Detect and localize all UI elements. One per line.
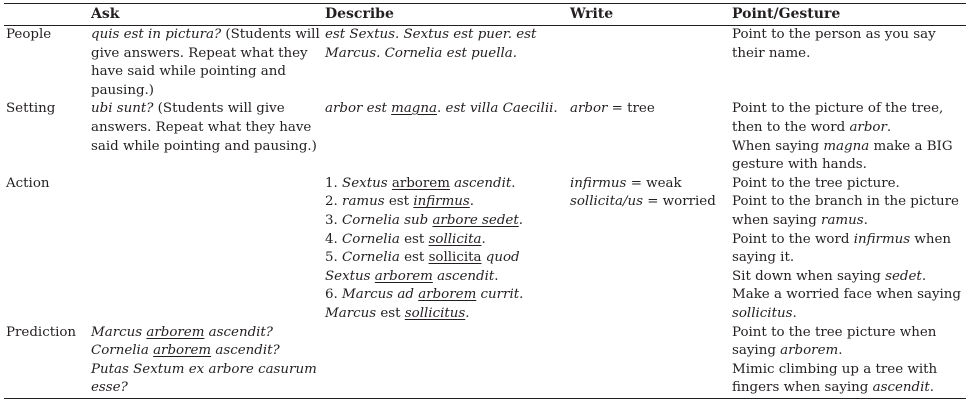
gesture-line: [732, 138, 962, 175]
row-label-people: People: [6, 27, 52, 42]
describe-line: 3. Cornelia sub arbore sedet.: [325, 212, 523, 228]
gesture-cell-prediction: [732, 324, 966, 399]
row-label-action: Action: [6, 175, 50, 191]
gesture-line: Make a worried face when saying sollicitus.: [732, 287, 962, 321]
gesture-line: Mimic climbing up a tree with fingers when saying ascendit.: [732, 361, 938, 396]
ask-rest: (Students will give answers. Repeat what they have said while pointing and pausing.): [91, 27, 320, 98]
gesture-text: .: [886, 119, 892, 135]
lesson-plan-table: [4, 3, 966, 399]
table-row-people: [4, 26, 966, 101]
ask-line: Marcus arborem ascendit?: [91, 324, 273, 340]
write-line: [570, 175, 728, 194]
describe-part: arbor est: [325, 101, 392, 117]
write-def: = weak: [626, 175, 682, 191]
row-label-prediction: Prediction: [4, 324, 91, 399]
ask-cell-action: [91, 175, 325, 324]
gesture-text: make a BIG gesture with hands.: [732, 138, 953, 173]
describe-cell-action: [325, 175, 570, 324]
table-row-action: [4, 175, 966, 324]
write-cell-action: [570, 175, 732, 324]
describe-cell-people: [325, 26, 570, 101]
write-cell-prediction: [570, 324, 732, 399]
ask-italic: quis est in pictura?: [91, 27, 222, 42]
describe-text: est Sextus. Sextus est puer. est Marcus. Cornelia est puella.: [325, 27, 537, 61]
ask-line: Cornelia arborem ascendit?: [91, 343, 280, 359]
write-def: = worried: [642, 194, 716, 210]
describe-line: 5. Cornelia est sollicita quod Sextus arborem ascendit.: [325, 250, 520, 284]
write-cell-setting: [570, 100, 732, 174]
describe-underlined: magna: [391, 101, 437, 117]
gesture-line: [732, 100, 962, 137]
header-write: Write: [570, 4, 732, 26]
ask-line: Putas Sextum ex arbore casurum esse?: [91, 361, 317, 396]
gesture-italic: magna: [823, 138, 870, 154]
header-gesture: Point/Gesture: [732, 4, 966, 26]
gesture-text: When saying: [732, 138, 824, 154]
gesture-cell-setting: [732, 100, 966, 174]
gesture-italic: arbor: [849, 119, 887, 135]
header-ask: Ask: [91, 4, 325, 26]
write-term: sollicita/us: [570, 194, 643, 210]
table-row-setting: [4, 100, 966, 174]
table-row-prediction: [4, 324, 966, 399]
ask-italic: ubi sunt?: [91, 101, 154, 117]
write-cell-people: [570, 26, 732, 101]
ask-cell-prediction: [91, 324, 325, 399]
gesture-line: Point to the branch in the picture when saying ramus.: [732, 194, 959, 228]
describe-cell-setting: [325, 100, 570, 174]
write-term: infirmus: [570, 175, 627, 191]
describe-line: 1. Sextus arborem ascendit.: [325, 175, 516, 191]
describe-line: 6. Marcus ad arborem currit. Marcus est sollicitus.: [325, 287, 524, 321]
describe-line: 4. Cornelia est sollicita.: [325, 231, 486, 247]
describe-part: . est villa Caecilii.: [437, 101, 558, 117]
ask-rest: (Students will give answers. Repeat what they have said while pointing and pausing.): [91, 101, 317, 154]
ask-cell-setting: [91, 100, 325, 174]
describe-line: 2. ramus est infirmus.: [325, 194, 475, 210]
header-empty: [4, 4, 91, 26]
gesture-cell-people: [732, 26, 966, 101]
header-describe: Describe: [325, 4, 570, 26]
gesture-line: Point to the tree picture when saying arborem.: [732, 324, 937, 359]
write-term: arbor: [570, 101, 608, 117]
describe-cell-prediction: [325, 324, 570, 399]
gesture-line: Point to the person as you say their name.: [732, 27, 936, 61]
gesture-line: Sit down when saying sedet.: [732, 268, 927, 284]
write-def: = tree: [607, 101, 655, 117]
row-label-setting: Setting: [6, 101, 56, 117]
header-row: [4, 4, 966, 26]
write-line: [570, 193, 728, 212]
gesture-cell-action: [732, 175, 966, 324]
gesture-text: Point to the picture of the tree, then to the word: [732, 101, 944, 135]
ask-cell-people: [91, 26, 325, 101]
gesture-line: Point to the tree picture.: [732, 175, 900, 191]
gesture-line: Point to the word infirmus when saying it.: [732, 231, 952, 266]
